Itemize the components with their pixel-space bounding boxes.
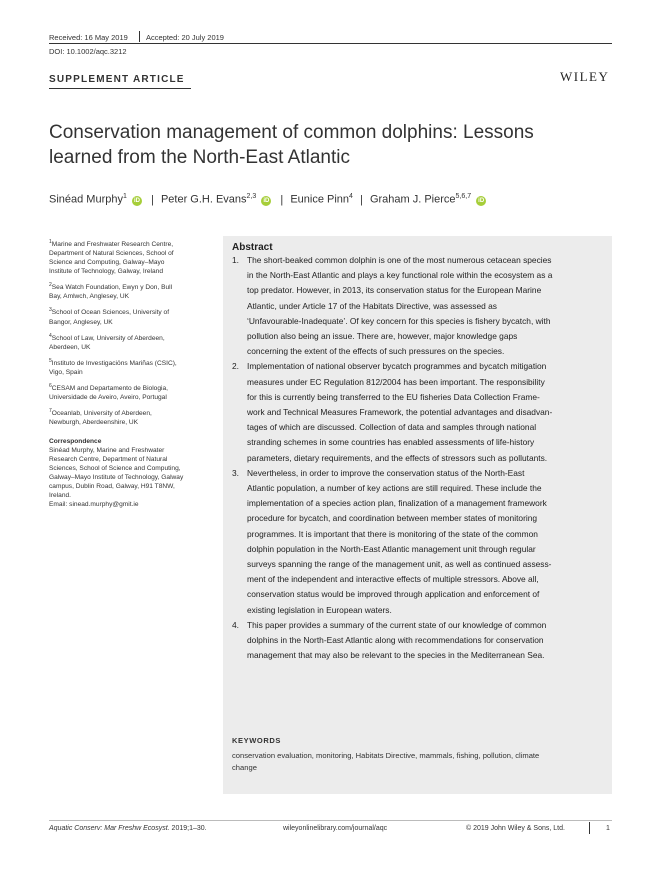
affiliations-sidebar (49, 238, 214, 509)
accepted-date: Accepted: 20 July 2019 (146, 33, 224, 42)
footer-journal: Aquatic Conserv: Mar Freshw Ecosyst. 2019;1–30. (49, 825, 207, 832)
footer-rule (49, 820, 612, 821)
keywords-heading: KEYWORDS (232, 736, 281, 745)
author-separator: | (151, 193, 154, 206)
author-list (49, 193, 488, 206)
article-title (49, 120, 609, 170)
correspondence-email[interactable]: Email: sinead.murphy@gmit.ie (49, 501, 139, 509)
orcid-icon[interactable]: iD (133, 197, 140, 204)
abstract-item: 2. Implementation of national observer bycatch programmes and bycatch mitigation measures under EC Regulation 812/2004 has been important. The responsibility for this is currently being transferred to the EU fisheries Data Collection Frame- work and Technical Measures Framework, the potential advantages and disadvan- tages of which are discussed. Collection of data and samples through national stranding schemes in some countries has enabled assessments of life-history parameters, dietary requirements, and the effects of stressors such as pollutants. (232, 361, 553, 463)
affiliation: $^6$CESAM and Departamento de Biologia, Universidade de Aveiro, Aveiro, Portugal (49, 382, 168, 402)
abstract-list (232, 253, 605, 663)
keywords-list: conservation evaluation, monitoring, Habitats Directive, mammals, fishing, pollution, climate change (232, 751, 540, 772)
title-line-2: learned from the North-East Atlantic (49, 147, 350, 168)
footer-separator (589, 822, 590, 834)
header-rule (49, 43, 612, 44)
footer-copyright: © 2019 John Wiley & Sons, Ltd. (466, 825, 565, 832)
author-name[interactable]: Graham J. Pierce (369, 193, 456, 206)
article-type: SUPPLEMENT ARTICLE (49, 74, 185, 85)
affiliation: $^4$School of Law, University of Aberdeen, Aberdeen, UK (49, 332, 165, 351)
title-line-1: Conservation management of common dolphins: Lessons (49, 122, 534, 143)
affiliation: $^5$Instituto de Investigaciόns Mariñas (CSIC), Vigo, Spain (49, 357, 177, 376)
affiliation: $^3$School of Ocean Sciences, University of Bangor, Anglesey, UK (49, 307, 170, 326)
author-affiliation-sup: 1 (123, 193, 127, 200)
abstract-item: 4. This paper provides a summary of the current state of our knowledge of common dolphins in the North-East Atlantic along with recommendations for conservation management that may also be relevant to the species in the Mediterranean Sea. (232, 619, 547, 661)
author-separator: | (280, 193, 284, 206)
affiliation: $^2$Sea Watch Foundation, Ewyn y Don, Bull Bay, Amlwch, Anglesey, UK (49, 282, 173, 301)
publisher-logo: WILEY (560, 69, 610, 84)
footer-url[interactable]: wileyonlinelibrary.com/journal/aqc (283, 825, 388, 832)
header-separator (139, 31, 140, 42)
author-name[interactable]: Peter G.H. Evans (160, 193, 247, 206)
abstract-item: 3. Nevertheless, in order to improve the conservation status of the North-East Atlantic population, a number of key actions are still required. These include the implementation of a species action plan, finalization of a management framework procedure for bycatch, and coordination between member states of monitoring programmes. It is important that there is monitoring of the state of the common dolphin population in the North-East Atlantic management unit through regular surveys spanning the range of the management unit, as well as continued assess- ment of the independent and interactive effects of multiple stressors. Above all, conservation status would be improved through application and enforcement of existing legislation in European waters. (232, 467, 552, 615)
author-affiliation-sup: 5,6,7 (455, 193, 472, 200)
affiliation: $^7$Oceanlab, University of Aberdeen, Newburgh, Aberdeenshire, UK (49, 408, 152, 427)
author-separator: | (360, 193, 363, 206)
abstract-item: 1. The short-beaked common dolphin is one of the most numerous cetacean species in the North-East Atlantic and plays a key functional role within the ecosystem as a top predator. However, in 2013, its conservation status for the European Marine Atlantic, under Article 17 of the Habitats Directive, was assessed as ‘Unfavourable-Inadequate’. Of key concern for this species is fishery bycatch, with pollution also being an issue. There are, however, major knowledge gaps concerning the extent of the effects of such pressures on the species. (232, 255, 553, 357)
author-affiliation-sup: 4 (349, 193, 353, 200)
abstract-heading: Abstract (232, 242, 273, 253)
orcid-icon[interactable]: iD (478, 197, 485, 204)
orcid-icon[interactable]: iD (263, 197, 270, 204)
page-number: 1 (606, 825, 610, 832)
author-name[interactable]: Sinéad Murphy (49, 193, 123, 206)
correspondence-address: Sinéad Murphy, Marine and Freshwater Research Centre, Department of Natural Sciences, School of Science and Computing, Galway–Mayo Institute of Technology, Galway campus, Dublin Road, Galway, H91 T8NW, Ireland. (49, 447, 184, 500)
abstract-box (223, 236, 612, 794)
article-type-underline (49, 88, 191, 89)
author-affiliation-sup: 2,3 (246, 193, 257, 200)
author-name[interactable]: Eunice Pinn (290, 193, 350, 206)
affiliation: $^1$Marine and Freshwater Research Centre, Department of Natural Sciences, School of Science and Computing, Galway–Mayo Institute of Technology, Galway, Ireland (49, 239, 174, 276)
doi[interactable]: DOI: 10.1002/aqc.3212 (49, 47, 127, 56)
correspondence-heading: Correspondence (49, 438, 102, 446)
received-date: Received: 16 May 2019 (49, 33, 128, 42)
